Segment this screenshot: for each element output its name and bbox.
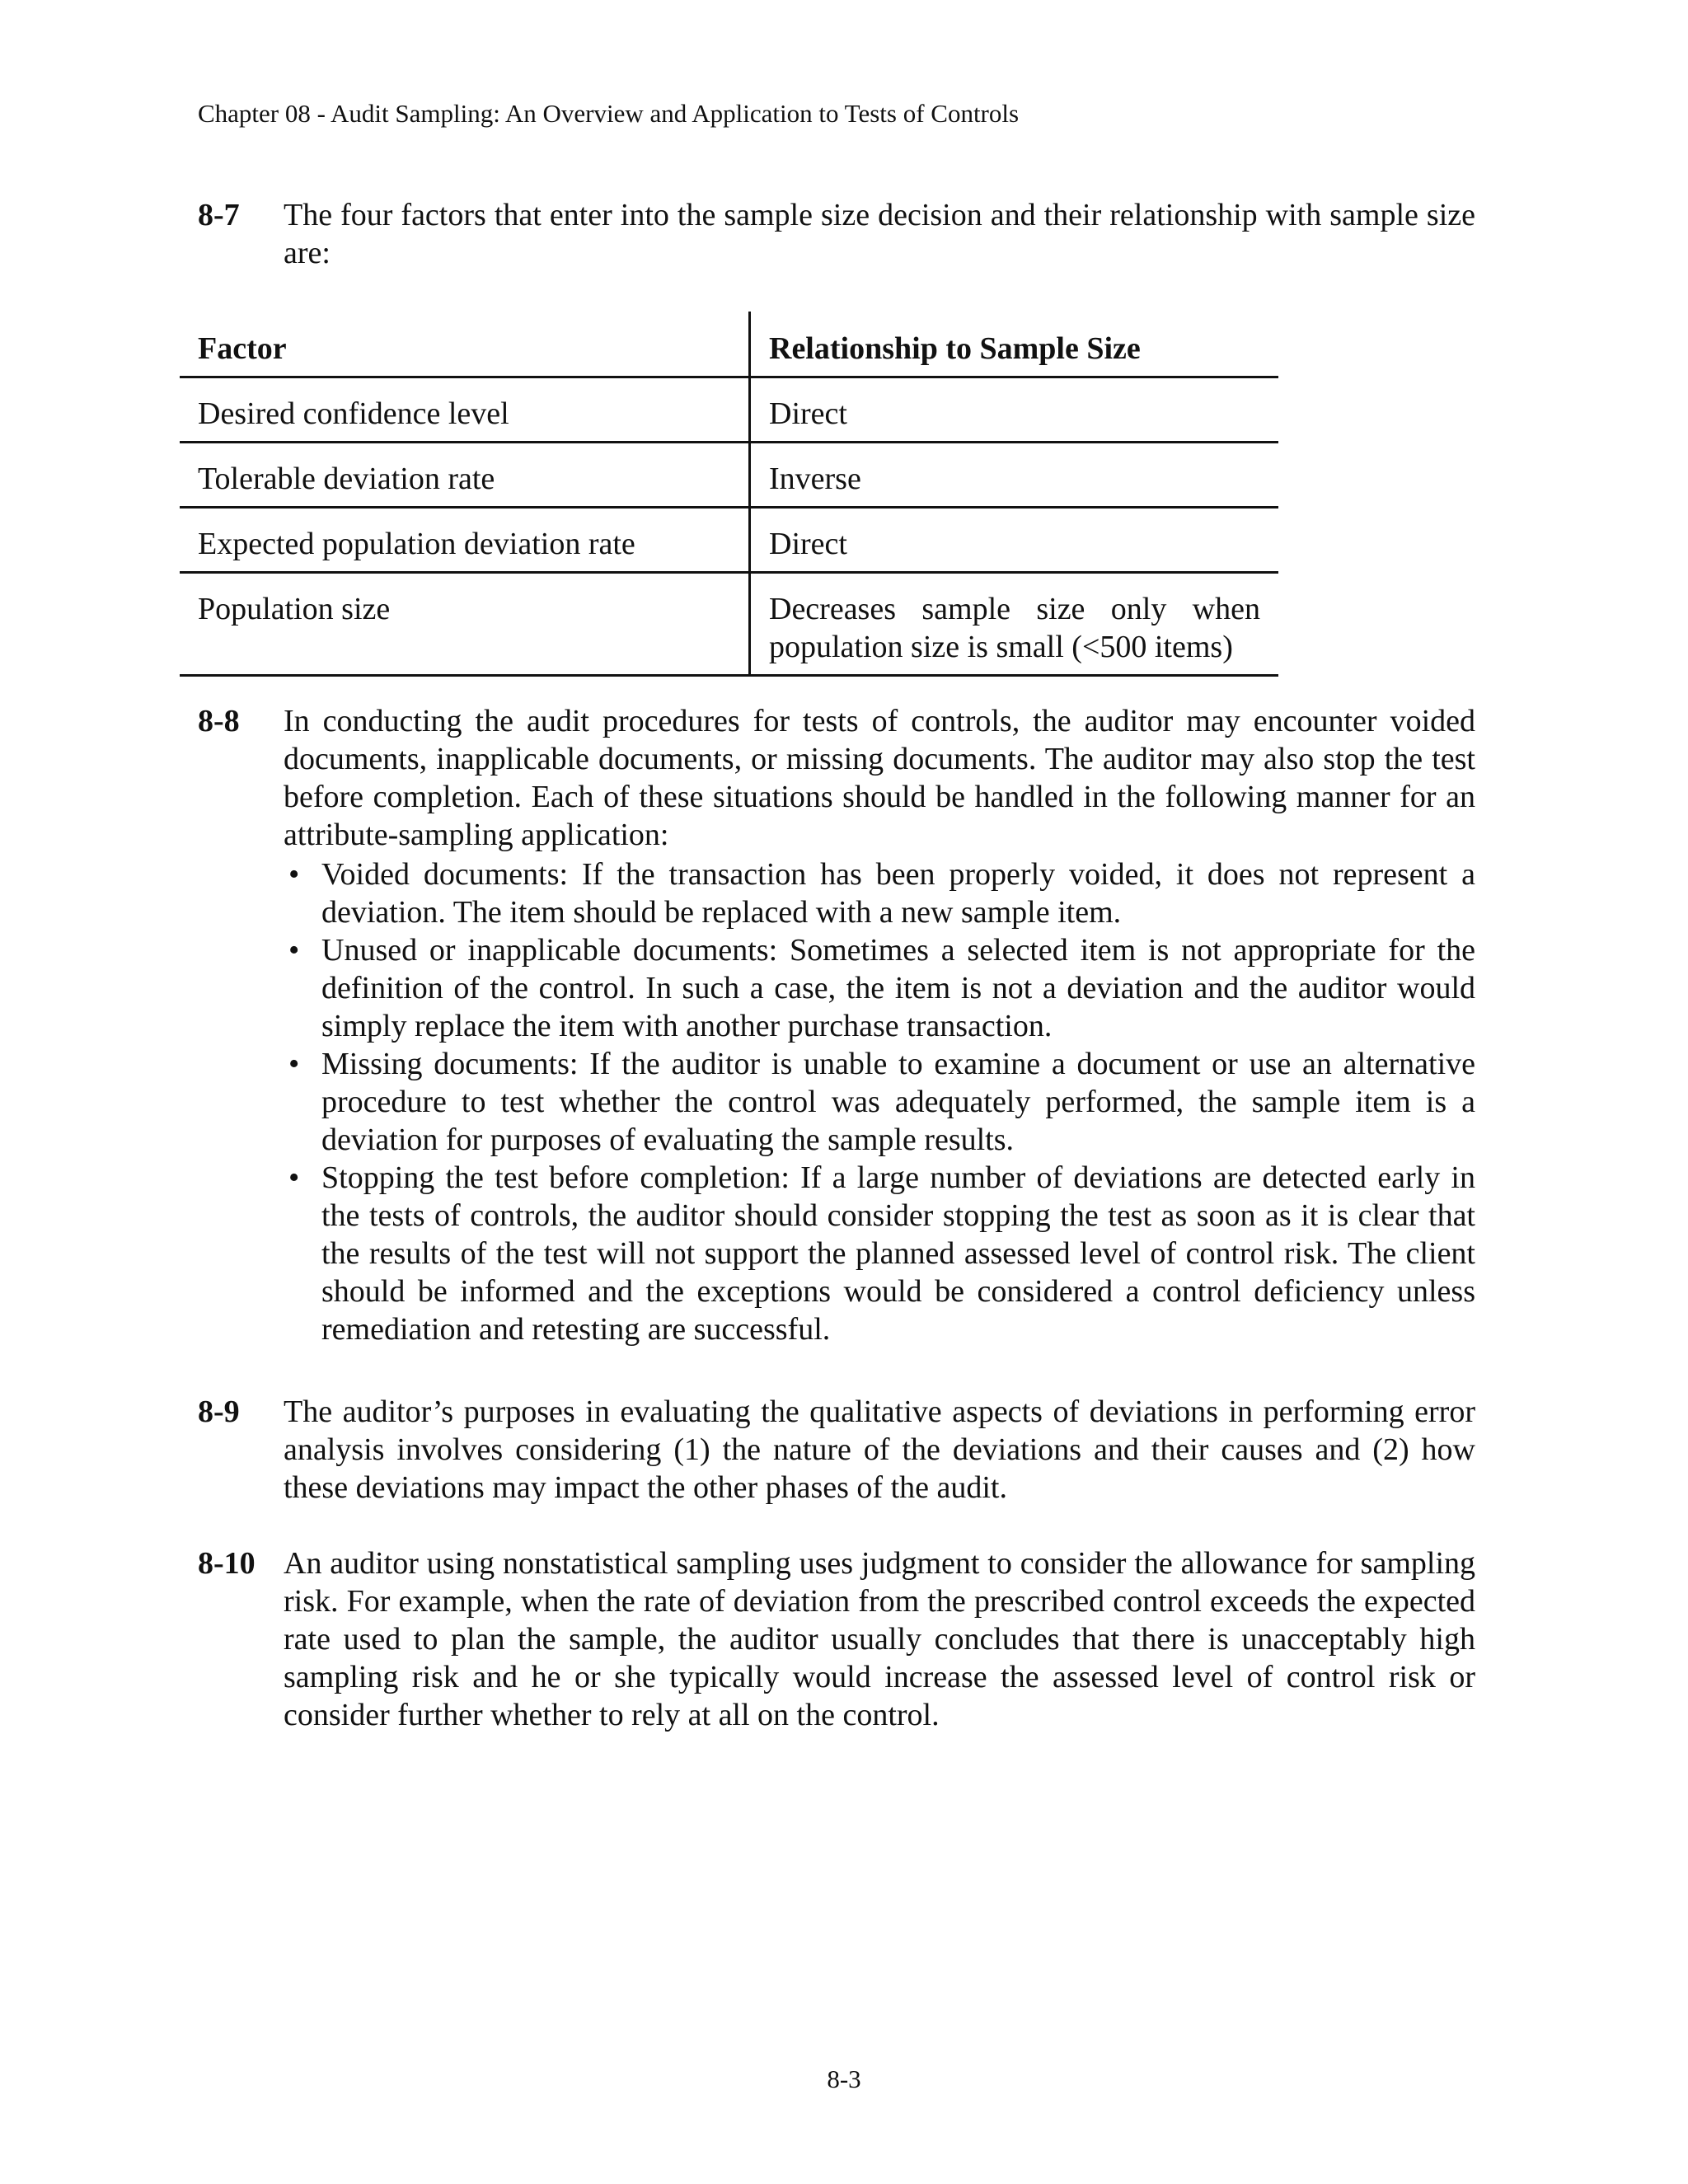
table-row <box>180 377 1278 443</box>
table-row <box>180 573 1278 676</box>
list-item <box>284 855 1475 931</box>
list-item <box>284 1045 1475 1159</box>
list-item <box>284 931 1475 1045</box>
question-number: 8-8 <box>198 704 240 738</box>
page-number: 8-3 <box>827 2064 861 2093</box>
question-8-9 <box>198 1393 1475 1507</box>
bullet-icon: • <box>288 1047 300 1081</box>
question-text: In conducting the audit procedures for tests of controls, the auditor may encounter voided documents, inapplicable documents, or missing documents. The auditor may also stop the test before completion. Each of these situations should be handled in the following manner for an attribute-sampling application: <box>284 704 1475 852</box>
list-item-text: Missing documents: If the auditor is unable to examine a document or use an alternative procedure to test whether the control was adequately performed, the sample item is a deviation for purposes of evaluating the sample results. <box>321 1047 1475 1157</box>
chapter-header: Chapter 08 - Audit Sampling: An Overview and Application to Tests of Controls <box>198 99 1020 128</box>
question-text: The four factors that enter into the sample size decision and their relationship with sample size are: <box>284 198 1475 270</box>
question-8-10 <box>198 1544 1475 1734</box>
relationship-cell: Decreases sample size only when population size is small (<500 items) <box>750 573 1279 676</box>
bullet-icon: • <box>288 933 300 968</box>
question-number: 8-9 <box>198 1394 240 1429</box>
factor-cell: Population size <box>180 573 750 676</box>
column-header-relationship: Relationship to Sample Size <box>750 312 1279 377</box>
column-header-factor: Factor <box>180 312 750 377</box>
question-8-8 <box>198 702 1475 1348</box>
relationship-cell: Direct <box>750 508 1279 573</box>
situations-list <box>284 855 1475 1348</box>
question-8-7 <box>198 196 1475 272</box>
list-item-text: Voided documents: If the transaction has been properly voided, it does not represent a deviation. The item should be replaced with a new sample item. <box>321 857 1475 930</box>
factor-cell: Expected population deviation rate <box>180 508 750 573</box>
list-item-text: Unused or inapplicable documents: Sometimes a selected item is not appropriate for the definition of the control. In such a case, the item is not a deviation and the auditor would simply replace the item with another purchase transaction. <box>321 933 1475 1043</box>
question-number: 8-7 <box>198 198 240 232</box>
question-text: The auditor’s purposes in evaluating the qualitative aspects of deviations in performing error analysis involves considering (1) the nature of the deviations and their causes and (2) how these deviations may impact the other phases of the audit. <box>284 1394 1475 1505</box>
relationship-cell: Direct <box>750 377 1279 443</box>
bullet-icon: • <box>288 857 300 892</box>
question-text: An auditor using nonstatistical sampling uses judgment to consider the allowance for sampling risk. For example, when the rate of deviation from the prescribed control exceeds the expected rate used to plan the sample, the auditor usually concludes that there is unacceptably high sampling risk and he or she typically would increase the assessed level of control risk or consider further whether to rely at all on the control. <box>284 1546 1475 1732</box>
table-header-row <box>180 312 1278 377</box>
table-row <box>180 443 1278 508</box>
bullet-icon: • <box>288 1160 300 1195</box>
relationship-cell: Inverse <box>750 443 1279 508</box>
list-item-text: Stopping the test before completion: If a large number of deviations are detected early in the tests of controls, the auditor should consider stopping the test as soon as it is clear that the results of the test will not support the planned assessed level of control risk. The client should be informed and the exceptions would be considered a control deficiency unless remediation and retesting are successful. <box>321 1160 1475 1347</box>
factor-cell: Tolerable deviation rate <box>180 443 750 508</box>
factor-cell: Desired confidence level <box>180 377 750 443</box>
list-item <box>284 1159 1475 1348</box>
table-row <box>180 508 1278 573</box>
question-number: 8-10 <box>198 1546 256 1581</box>
factors-table <box>180 312 1278 677</box>
